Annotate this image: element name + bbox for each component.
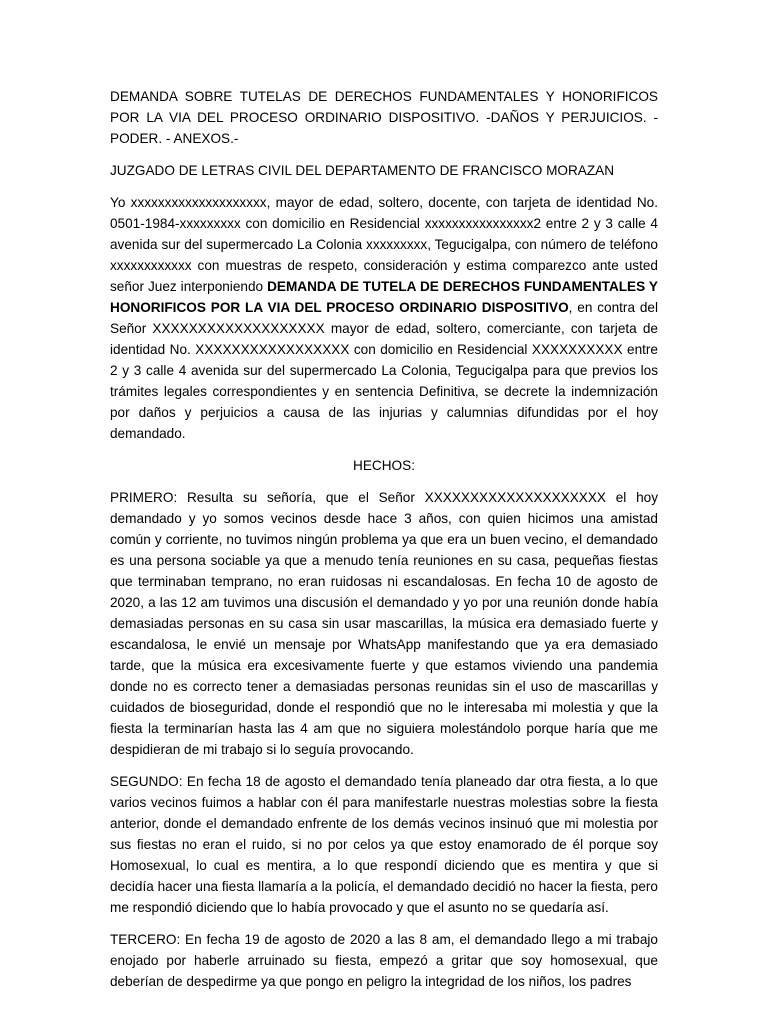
fact-paragraph-primero: [110, 487, 658, 760]
fact-paragraph-tercero: [110, 929, 658, 992]
fact-label: TERCERO:: [110, 932, 181, 947]
intro-text-1: Yo xxxxxxxxxxxxxxxxxxxx, mayor de edad, soltero, docente, con tarjeta de identidad No. 0501-1984-xxxxxxxxx con domicilio en Residencial xxxxxxxxxxxxxxxx2 entre 2 y 3 calle 4 avenida sur del supermercado La Colonia xxxxxxxxx, Tegucigalpa, con número de teléfono xxxxxxxxxxxx con muestras de respeto, consideración y estima comparezco ante usted señor Juez interponiendo: [110, 195, 658, 294]
fact-text: Resulta su señoría, que el Señor XXXXXXXXXXXXXXXXXXXX el hoy demandado y yo somos vecinos desde hace 3 años, con quien hicimos una amistad común y corriente, no tuvimos ningún problema ya que era un buen vecino, el demandado es una persona sociable ya que a menudo tenía reuniones en su casa, pequeñas fiestas que terminaban temprano, no eran ruidosas ni escandalosas. En fecha 10 de agosto de 2020, a las 12 am tuvimos una discusión el demandado y yo por una reunión donde había demasiadas personas en su casa sin usar mascarillas, la música era demasiado fuerte y escandalosa, le envié un mensaje por WhatsApp manifestando que ya era demasiado tarde, que la música era excesivamente fuerte y que estamos viviendo una pandemia donde no es correcto tener a demasiadas personas reunidas sin el uso de mascarillas y cuidados de bioseguridad, donde el respondió que no le interesaba mi molestia y que la fiesta la terminarían hasta las 4 am que no siguiera molestándolo porque haría que me despidieran de mi trabajo si lo seguía provocando.: [110, 490, 658, 757]
intro-bold-claim: DEMANDA DE TUTELA DE DERECHOS FUNDAMENTALES Y HONORIFICOS POR LA VIA DEL PROCESO ORDINARIO DISPOSITIVO: [110, 279, 658, 315]
court-heading: JUZGADO DE LETRAS CIVIL DEL DEPARTAMENTO DE FRANCISCO MORAZAN: [110, 163, 615, 178]
fact-label: SEGUNDO:: [110, 774, 183, 789]
fact-text: En fecha 19 de agosto de 2020 a las 8 am, el demandado llego a mi trabajo enojado por haberle arruinado su fiesta, empezó a gritar que soy homosexual, que deberían de despedirme ya que pongo en peligro la integridad de los niños, los padres: [110, 932, 658, 989]
intro-text-2: , en contra del Señor XXXXXXXXXXXXXXXXXXX mayor de edad, soltero, comerciante, con tarjeta de identidad No. XXXXXXXXXXXXXXXXX con domicilio en Residencial XXXXXXXXXX entre 2 y 3 calle 4 avenida sur del supermercado La Colonia, Tegucigalpa para que previos los trámites legales correspondientes y en sentencia Definitiva, se decrete la indemnización por daños y perjuicios a causa de las injurias y calumnias difundidas por el hoy demandado.: [110, 300, 658, 441]
document-title: DEMANDA SOBRE TUTELAS DE DERECHOS FUNDAMENTALES Y HONORIFICOS POR LA VIA DEL PROCESO ORDINARIO DISPOSITIVO. -DAÑOS Y PERJUICIOS. -PODER. - ANEXOS.-: [110, 89, 658, 146]
fact-text: En fecha 18 de agosto el demandado tenía planeado dar otra fiesta, a lo que varios vecinos fuimos a hablar con él para manifestarle nuestras molestias sobre la fiesta anterior, donde el demandado enfrente de los demás vecinos insinuó que mi molestia por sus fiestas no eran el ruido, si no por celos ya que estoy enamorado de él porque soy Homosexual, lo cual es mentira, a lo que respondí diciendo que es mentira y que si decidía hacer una fiesta llamaría a la policía, el demandado decidió no hacer la fiesta, pero me respondió diciendo que lo había provocado y que el asunto no se quedaría así.: [110, 774, 658, 915]
hechos-heading: HECHOS:: [353, 458, 415, 473]
intro-paragraph: [110, 192, 658, 444]
fact-paragraph-segundo: [110, 771, 658, 918]
fact-label: PRIMERO:: [110, 490, 178, 505]
